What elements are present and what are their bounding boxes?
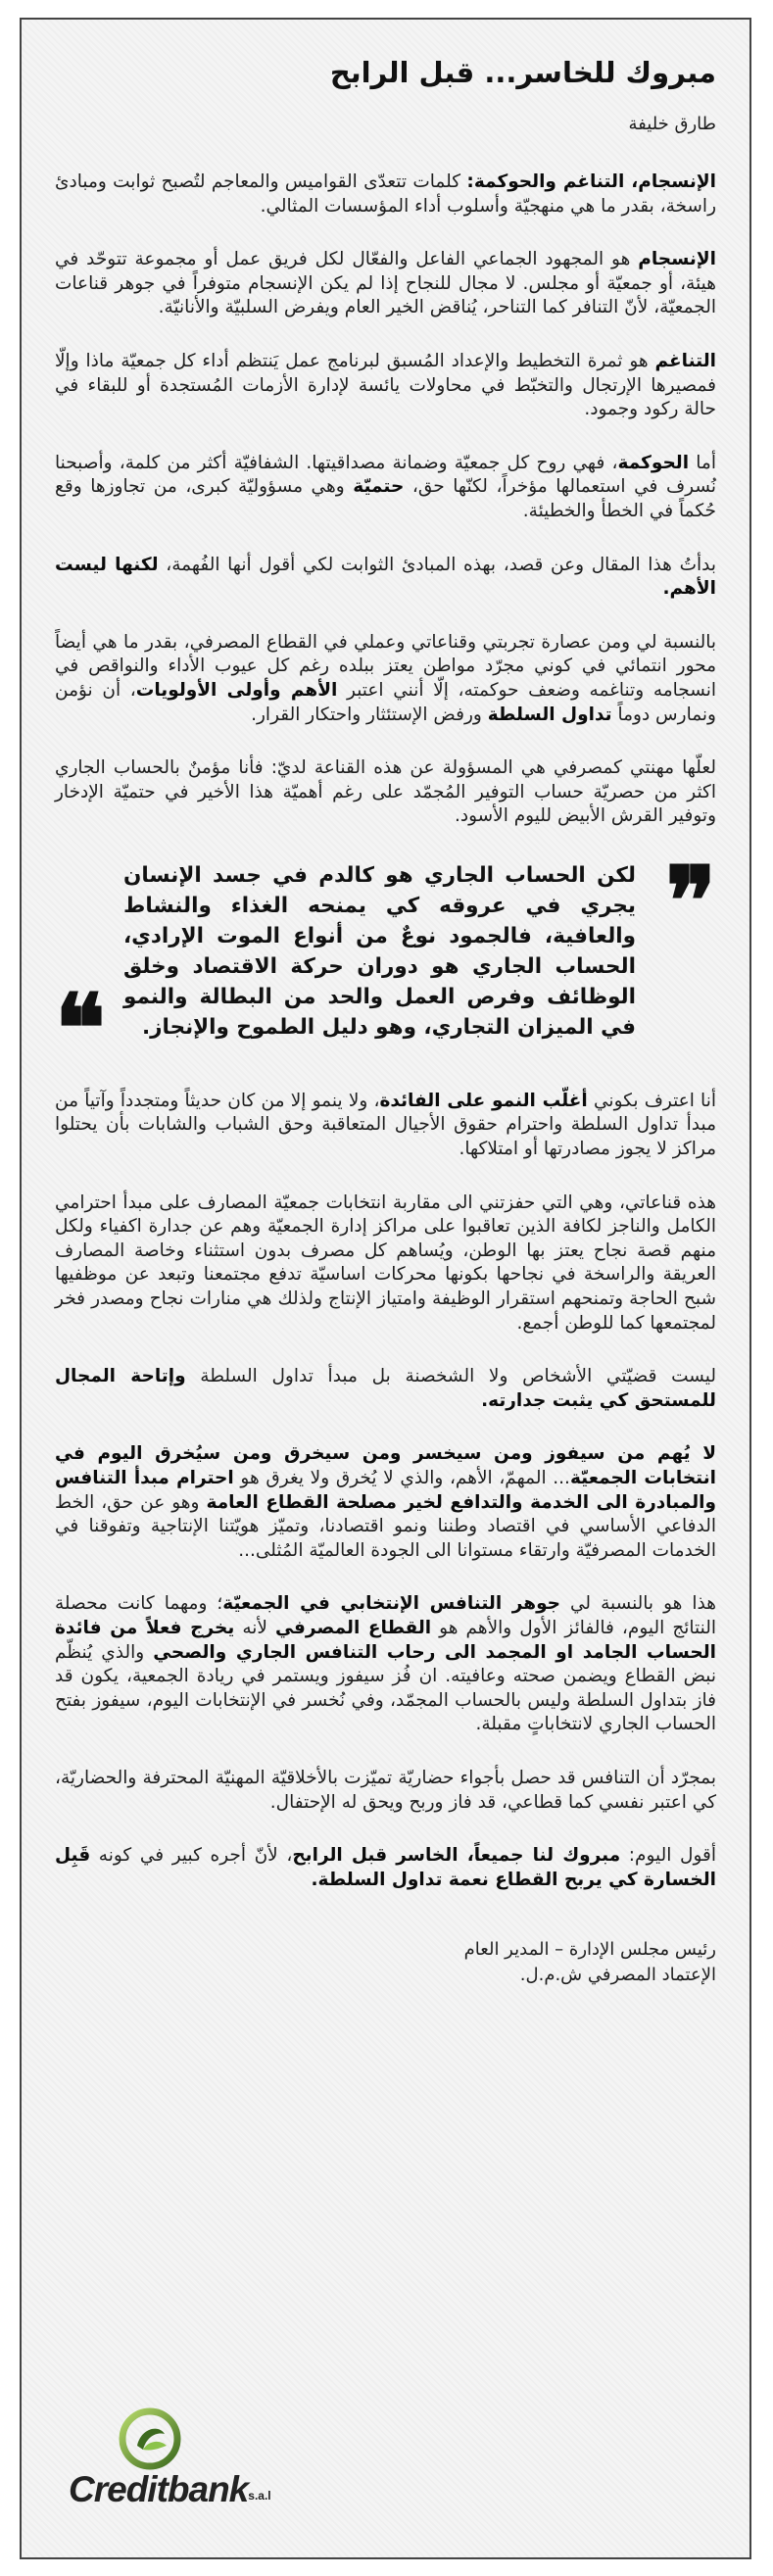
- paragraph-6: [55, 631, 716, 727]
- logo-suffix: s.a.l: [248, 2489, 271, 2503]
- paragraph-10: [55, 1365, 716, 1413]
- text: وهي مسؤوليّة كبرى، من تجاوزها وقع حُكماً في الخطأ والخطيئة.: [55, 476, 716, 521]
- bold-phrase: الإنسجام: [638, 249, 716, 270]
- bold-phrase: احترام مبدأ التنافس والمبادرة الى الخدمة والتدافع لخير مصلحة القطاع العامة: [55, 1468, 716, 1513]
- paragraph-14: [55, 1844, 716, 1892]
- text: وهو عن حق، الخط الدفاعي الأساسي في اقتصاد وطننا ونمو اقتصادنا، وتميّز هويّتنا الإنتاجية وتفوقنا في الخدمات المصرفيّة وارتقاء مستوانا الى الجودة العالميّة المُثلى...: [55, 1491, 716, 1561]
- bold-phrase: حتميّة: [353, 476, 405, 498]
- paragraph-7: [55, 756, 716, 829]
- logo-name: Creditbank: [69, 2469, 249, 2509]
- paragraph-5: [55, 554, 716, 602]
- pull-quote-text: لكن الحساب الجاري هو كالدم في جسد الإنسان يجري في عروقه كي يمنحه الغذاء والنشاط والعافية، فالجمود نوعٌ من أنواع الموت الإرادي، الحساب الجاري هو دوران حركة الاقتصاد وخلق الوظائف وفرص العمل والحد من البطالة والنمو في الميزان التجاري، وهو دليل الطموح والإنجاز.: [123, 862, 636, 1040]
- text: أما: [689, 452, 716, 473]
- text: كلمات تتعدّى القواميس والمعاجم لتُصبح ثوابت ومبادئ راسخة، بقدر ما هي منهجيّة وأسلوب أداء المؤسسات المثالي.: [55, 171, 716, 217]
- text: هذا هو بالنسبة لي: [560, 1593, 716, 1615]
- bold-phrase: الإنسجام، التناغم والحوكمة:: [466, 171, 716, 192]
- bold-phrase: يخرج فعلاً من فائدة الحساب الجامد او المجمد الى رحاب التنافس الجاري والصحي: [55, 1617, 716, 1663]
- bold-phrase: قَبِل الخسارة كي يربح القطاع نعمة تداول السلطة.: [55, 1845, 716, 1890]
- bold-phrase: لكنها ليست الأهم.: [55, 554, 716, 600]
- text: بدأتُ هذا المقال وعن قصد، بهذه المبادئ الثوابت لكي أقول أنها الفُهمة،: [158, 554, 717, 575]
- creditbank-wordmark: [69, 2469, 271, 2510]
- paragraph-2: [55, 248, 716, 320]
- paragraph-8: [55, 1090, 716, 1162]
- paragraph-12: [55, 1592, 716, 1737]
- text: بالنسبة لي ومن عصارة تجربتي وقناعاتي وعملي في القطاع المصرفي، بقدر ما هي أيضاً محور انتمائي في كوني مجرّد مواطن يعتز ببلده رغم كل عيوب الأداء والنواقص في انسجامه وتناغمه وضعف حوكمته، إلّا أنني اعتبر: [55, 631, 717, 701]
- signature-block: [55, 1937, 716, 1988]
- close-quote-icon: ❝: [55, 972, 106, 1084]
- article: [55, 53, 716, 1988]
- bold-phrase: وإتاحة المجال للمستحق كي يثبت جدارته.: [55, 1366, 716, 1411]
- text: لأنه: [234, 1617, 276, 1638]
- creditbank-logo: [59, 2406, 271, 2524]
- bold-phrase: الحوكمة: [617, 452, 690, 473]
- bold-phrase: أغلّب النمو على الفائدة: [379, 1090, 588, 1111]
- text: هو ثمرة التخطيط والإعداد المُسبق لبرنامج عمل يَنتظم أداء كل جمعيّة ماذا وإلّا فمصيرها الإرتجال والتخبّط في محاولات يائسة لإدارة الأزمات المُستجدة أو للبقاء في حالة ركود وجمود.: [55, 350, 716, 420]
- bold-phrase: التناغم: [654, 350, 716, 371]
- pull-quote: [55, 845, 716, 1084]
- text: أقول اليوم:: [620, 1845, 716, 1867]
- text: ورفض الإستئثار واحتكار القرار.: [251, 704, 488, 725]
- text: ، ولا ينمو إلا من كان حديثاً ومتجدداً وآتياً من مبدأ تداول السلطة واحترام حقوق الأجيال المتعاقبة وحق الشباب والشابات بأن يحتلوا مراكز لا يجوز مصادرتها أو امتلاكها.: [55, 1090, 716, 1160]
- text: والذي يُنظّم نبض القطاع ويضمن صحته وعافيته. ان فُز سيفوز ويستمر في ريادة الجمعية، يكون قد فاز بتداول السلطة وليس بالحساب المجمّد، وفي نُخسر في الإنتخابات اليوم، سيفوز بفتح الحساب الجاري لانتخاباتٍ مقبلة.: [55, 1641, 716, 1735]
- text: أنا اعترف بكوني: [587, 1090, 716, 1111]
- signature-company: الإعتماد المصرفي ش.م.ل.: [519, 1965, 716, 1986]
- paragraph-1: [55, 170, 716, 219]
- text: بمجرّد أن التنافس قد حصل بأجواء حضاريّة تميّزت بالأخلاقيّة المهنيّة المحترفة والحضاريّة، كي اعتبر نفسي كما قطاعي، قد فاز وربح ويحق له الإحتفال.: [55, 1767, 716, 1813]
- text: ؛ ومهما كانت محصلة النتائج اليوم، فالفائز الأول والأهم هو: [55, 1593, 716, 1638]
- bold-phrase: جوهر التنافس الإنتخابي في الجمعيّة: [222, 1593, 561, 1615]
- text: ... المهمّ، الأهم، والذي لا يُخرق ولا يغرق هو: [233, 1468, 570, 1488]
- paragraph-4: [55, 452, 716, 524]
- text: لعلّها مهنتي كمصرفي هي المسؤولة عن هذه القناعة لديّ: فأنا مؤمنٌ بالحساب الجاري اكثر من حصريّة حساب التوفير المُجمّد على رغم أهميّة هذا الأخير في حتميّة الإدخار وتوفير القرش الأبيض لليوم الأسود.: [55, 757, 716, 827]
- bold-phrase: الأهم وأولى الأولويات: [135, 679, 338, 701]
- creditbank-emblem-icon: [114, 2406, 186, 2471]
- text: ، أن نؤمن ونمارس دوماً: [55, 679, 716, 725]
- text: ليست قضيّتي الأشخاص ولا الشخصنة بل مبدأ تداول السلطة: [185, 1366, 716, 1387]
- text: هذه قناعاتي، وهي التي حفزتني الى مقاربة انتخابات جمعيّة المصارف على مبدأ احترامي الكامل والناجز لكافة الذين تعاقبوا على مراكز إدارة الجمعيّة وهم عن جدارة اكفياء ولكل منهم قصة نجاح يعتز بها الوطن، ويُساهم كل مصرف بدون استثناء وخاصة المصارف العريقة والراسخة في نجاحها بكونها محركات اساسيّة تدفع مجتمعنا وتبعد عن موظفيها شبح الحاجة وتمنحهم استقرار الوظيفة وامتياز الإنتاج ولذلك هي منارات نجاح ومصدر فخر لمجتمعها كما للوطن أجمع.: [55, 1191, 716, 1334]
- text: هو المجهود الجماعي الفاعل والفعّال لكل فريق عمل أو مجموعة تتوحّد في هيئة، أو جمعيّة أو مجلس. لا مجال للنجاح إذا لم يكن الإنسجام متوفراً في جوهر قناعات الجمعيّة، لأنّ التنافر كما التناحر، يُناقض الخير العام ويفرض السلبيّة والأنانيّة.: [55, 249, 716, 318]
- open-quote-icon: ❞: [665, 845, 716, 956]
- signature-title: رئيس مجلس الإدارة – المدير العام: [463, 1939, 716, 1961]
- newspaper-clipping: [20, 18, 751, 2559]
- article-title: مبروك للخاسر... قبل الرابح: [329, 56, 716, 89]
- bold-phrase: لا يُهم من سيفوز ومن سيخسر ومن سيخرق ومن سيُخرق اليوم في انتخابات الجمعيّة: [55, 1443, 717, 1488]
- paragraph-3: [55, 350, 716, 422]
- paragraph-11: [55, 1442, 716, 1563]
- text: ، فهي روح كل جمعيّة وضمانة مصداقيتها. الشفافيّة أكثر من كلمة، وأصبحنا نُسرف في استعمالها مؤخراً، لكنّها حق،: [55, 452, 716, 498]
- paragraph-13: [55, 1767, 716, 1815]
- bold-phrase: القطاع المصرفي: [275, 1617, 432, 1638]
- text: ، لأنّ أجره كبير في كونه: [90, 1845, 293, 1867]
- article-author: طارق خليفة: [628, 114, 716, 134]
- bold-phrase: تداول السلطة: [487, 704, 612, 725]
- paragraph-9: [55, 1191, 716, 1337]
- bold-phrase: مبروك لنا جميعاً، الخاسر قبل الرابح: [292, 1845, 621, 1867]
